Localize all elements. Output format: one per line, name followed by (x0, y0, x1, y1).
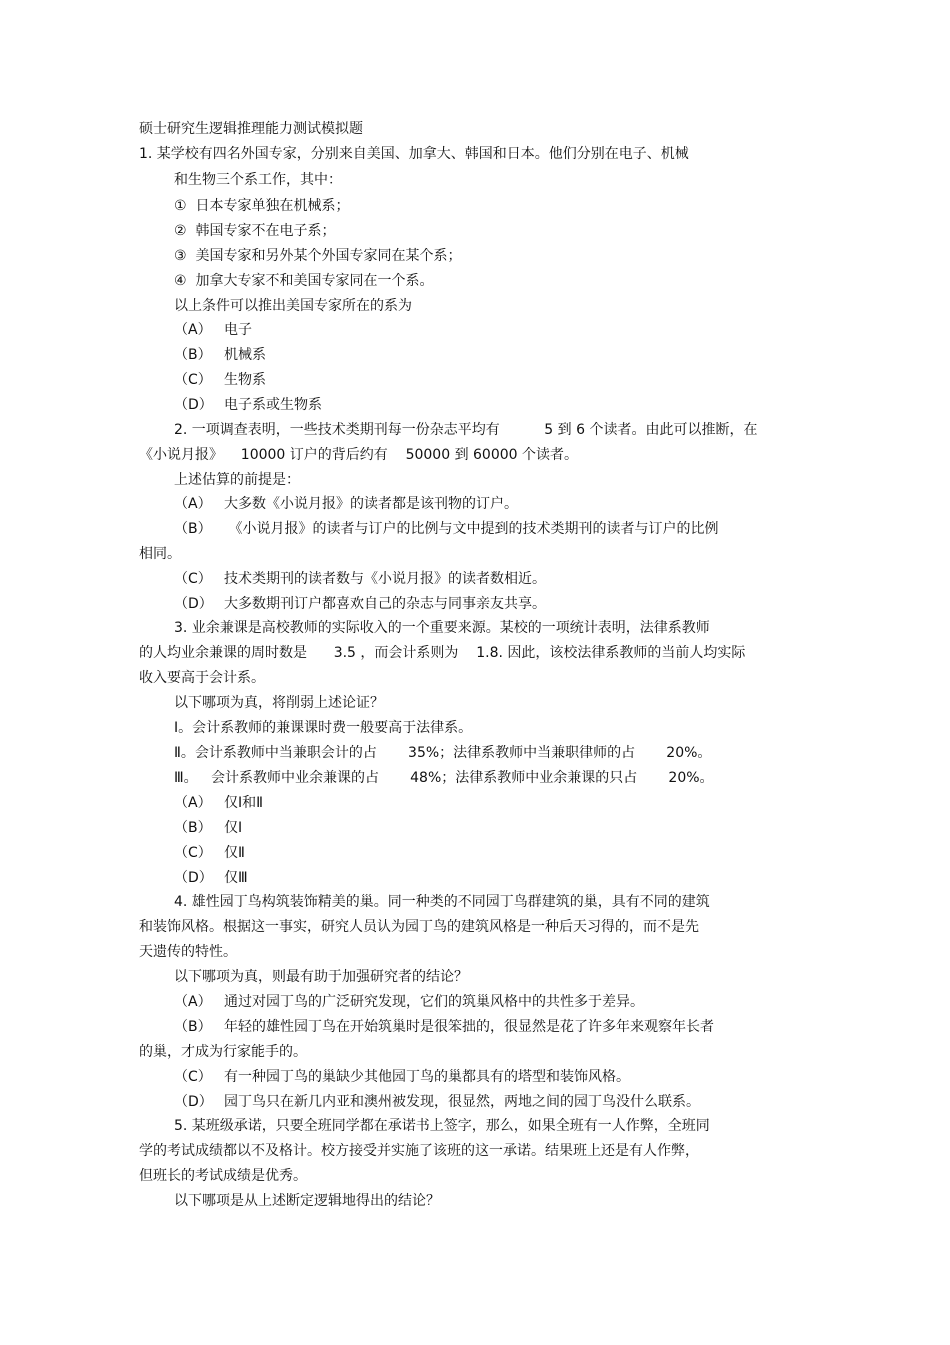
document-title: 硕士研究生逻辑推理能力测试模拟题 (139, 121, 363, 137)
question-5-stem: 5. 某班级承诺，只要全班同学都在承诺书上签字，那么，如果全班有一人作弊，全班同 (174, 1118, 710, 1134)
option-key: （B） (174, 347, 212, 363)
option-text: 大多数《小说月报》的读者都是该刊物的订户。 (224, 496, 518, 512)
option-text: 仅Ⅰ和Ⅱ (224, 795, 264, 811)
option-key: （A） (174, 496, 212, 512)
statement-1: Ⅰ。会计系教师的兼课课时费一般要高于法律系。 (174, 720, 473, 736)
question-2-stem-cont: 《小说月报》 10000 订户的背后约有 50000 到 60000 个读者。 (139, 447, 579, 463)
statement-2: Ⅱ。会计系教师中当兼职会计的占 35%；法律系教师中当兼职律师的占 20%。 (174, 745, 712, 761)
option-text: 《小说月报》的读者与订户的比例与文中提到的技术类期刊的读者与订户的比例 (224, 521, 719, 537)
option-key: （A） (174, 795, 212, 811)
option-key: （A） (174, 994, 212, 1010)
option-key: （D） (174, 1094, 213, 1110)
option-key: （D） (174, 596, 213, 612)
question-5-stem-cont: 学的考试成绩都以不及格计。校方接受并实施了该班的这一承诺。结果班上还是有人作弊， (139, 1143, 699, 1159)
question-4-stem-cont-2: 天遗传的特性。 (139, 944, 237, 960)
option-key: （C） (174, 372, 212, 388)
condition-4: ④ 加拿大专家不和美国专家同在一个系。 (174, 273, 434, 289)
question-2-option-b (174, 519, 718, 539)
question-4-option-a (174, 992, 644, 1012)
option-key: （C） (174, 845, 212, 861)
question-4-option-c (174, 1067, 630, 1087)
option-key: （C） (174, 1069, 212, 1085)
question-3-option-a (174, 793, 263, 813)
question-4-option-b-cont: 的巢，才成为行家能手的。 (139, 1044, 307, 1060)
option-text: 大多数期刊订户都喜欢自己的杂志与同事亲友共享。 (224, 596, 546, 612)
option-text: 年轻的雄性园丁鸟在开始筑巢时是很笨拙的，很显然是花了许多年来观察年长者 (224, 1019, 714, 1035)
question-1-option-d (174, 395, 322, 415)
question-3-option-c (174, 843, 245, 863)
option-key: （C） (174, 571, 212, 587)
question-2-prompt: 上述估算的前提是： (174, 472, 300, 488)
condition-1: ① 日本专家单独在机械系； (174, 198, 350, 214)
question-3-option-b (174, 818, 242, 838)
question-3-prompt: 以下哪项为真，将削弱上述论证？ (174, 695, 384, 711)
option-text: 技术类期刊的读者数与《小说月报》的读者数相近。 (224, 571, 546, 587)
question-5-prompt: 以下哪项是从上述断定逻辑地得出的结论？ (174, 1193, 440, 1209)
condition-2: ② 韩国专家不在电子系； (174, 223, 336, 239)
option-text: 通过对园丁鸟的广泛研究发现，它们的筑巢风格中的共性多于差异。 (224, 994, 644, 1010)
option-text: 仅Ⅲ (224, 870, 248, 886)
question-4-stem-cont: 和装饰风格。根据这一事实，研究人员认为园丁鸟的建筑风格是一种后天习得的，而不是先 (139, 919, 699, 935)
option-text: 园丁鸟只在新几内亚和澳州被发现，很显然，两地之间的园丁鸟没什么联系。 (224, 1094, 700, 1110)
option-text: 电子系或生物系 (224, 397, 322, 413)
option-text: 有一种园丁鸟的巢缺少其他园丁鸟的巢都具有的塔型和装饰风格。 (224, 1069, 630, 1085)
question-2-option-a (174, 494, 518, 514)
option-text: 电子 (224, 322, 252, 338)
question-3-stem: 3. 业余兼课是高校教师的实际收入的一个重要来源。某校的一项统计表明，法律系教师 (174, 620, 710, 636)
option-text: 生物系 (224, 372, 266, 388)
question-1-option-c (174, 370, 266, 390)
question-1-prompt: 以上条件可以推出美国专家所在的系为 (174, 298, 412, 314)
question-2-stem: 2. 一项调查表明，一些技术类期刊每一份杂志平均有 5 到 6 个读者。由此可以推断，在 (174, 422, 758, 438)
question-2-option-b-cont: 相同。 (139, 546, 181, 562)
option-text: 仅Ⅱ (224, 845, 245, 861)
condition-3: ③ 美国专家和另外某个外国专家同在某个系； (174, 248, 462, 264)
option-key: （D） (174, 870, 213, 886)
option-key: （D） (174, 397, 213, 413)
option-text: 仅Ⅰ (224, 820, 243, 836)
question-3-stem-cont-2: 收入要高于会计系。 (139, 670, 265, 686)
question-5-stem-cont-2: 但班长的考试成绩是优秀。 (139, 1168, 307, 1184)
question-4-option-b (174, 1017, 714, 1037)
question-4-prompt: 以下哪项为真，则最有助于加强研究者的结论？ (174, 969, 468, 985)
option-key: （B） (174, 820, 212, 836)
option-text: 机械系 (224, 347, 266, 363)
option-key: （B） (174, 1019, 212, 1035)
question-3-option-d (174, 868, 248, 888)
statement-3: Ⅲ。 会计系教师中业余兼课的占 48%；法律系教师中业余兼课的只占 20%。 (174, 770, 714, 786)
question-1-stem: 1. 某学校有四名外国专家，分别来自美国、加拿大、韩国和日本。他们分别在电子、机械 (139, 146, 689, 162)
question-1-stem-cont: 和生物三个系工作，其中： (174, 172, 342, 188)
question-1-option-b (174, 345, 266, 365)
question-1-option-a (174, 320, 252, 340)
question-4-stem: 4. 雄性园丁鸟构筑装饰精美的巢。同一种类的不同园丁鸟群建筑的巢，具有不同的建筑 (174, 894, 710, 910)
question-3-stem-cont: 的人均业余兼课的周时数是 3.5 ，而会计系则为 1.8. 因此，该校法律系教师的当前人均实际 (139, 645, 746, 661)
option-key: （A） (174, 322, 212, 338)
question-2-option-d (174, 594, 546, 614)
question-4-option-d (174, 1092, 700, 1112)
question-2-option-c (174, 569, 546, 589)
option-key: （B） (174, 521, 212, 537)
